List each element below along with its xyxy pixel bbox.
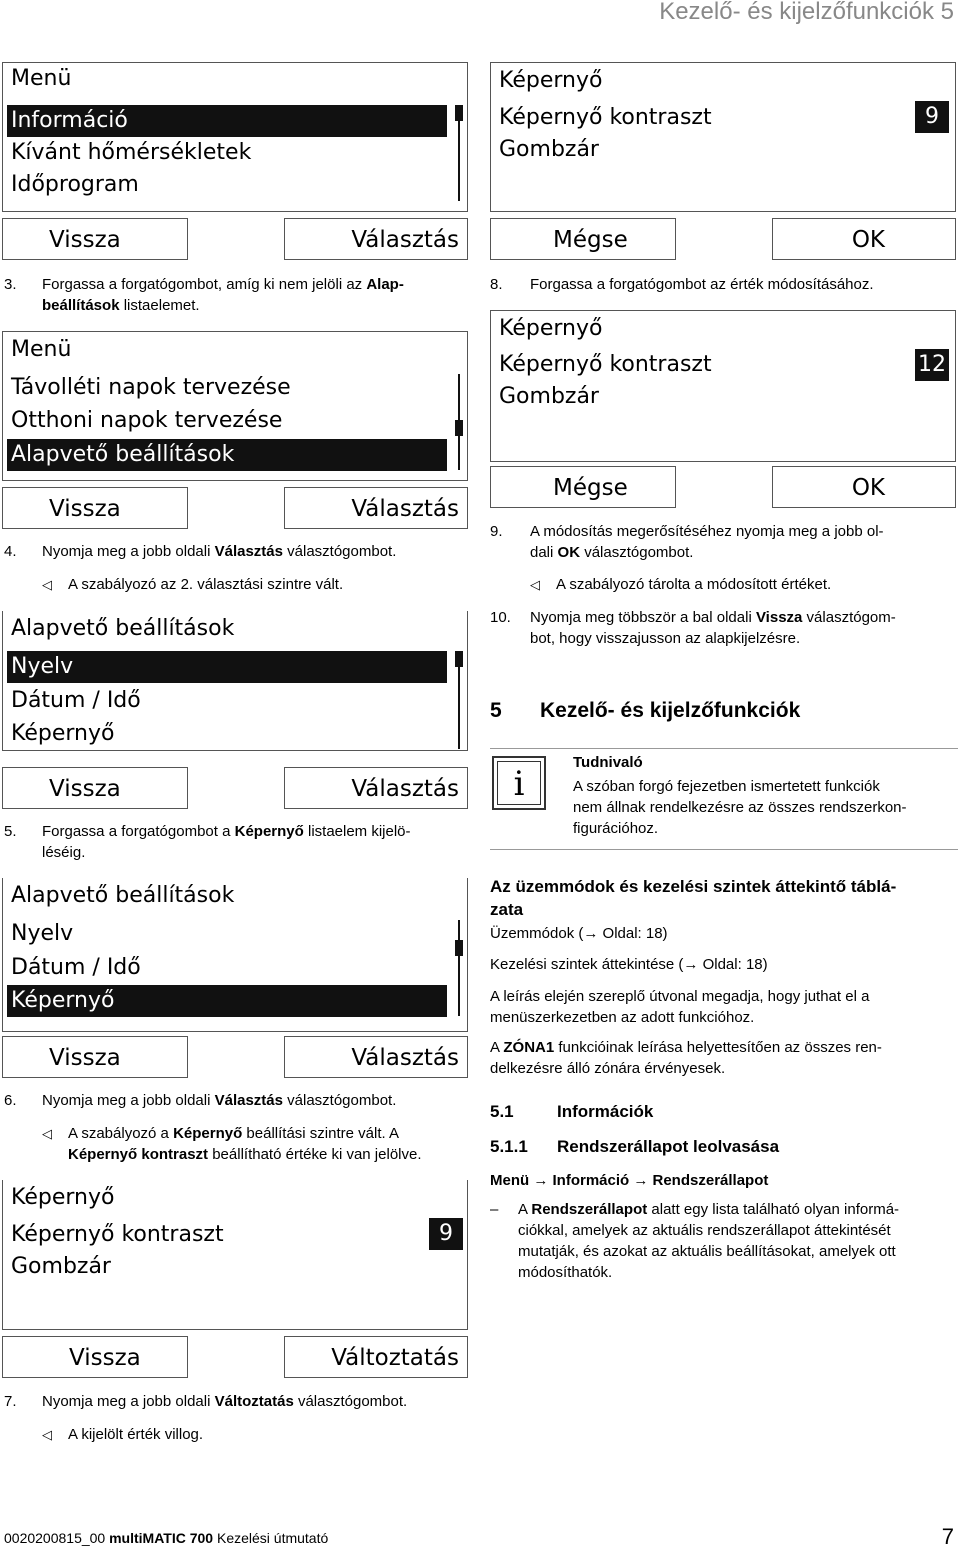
screen-title: Képernyő	[499, 68, 603, 93]
heading-5-1-1-number: 5.1.1	[490, 1137, 528, 1156]
screen-title: Menü	[11, 66, 72, 91]
display-screen-contrast-2	[490, 62, 956, 262]
screen-frame	[2, 331, 468, 481]
display-screen-contrast-1	[2, 1180, 468, 1380]
menu-item-selected: Alapvető beállítások	[7, 439, 447, 471]
page-header	[0, 0, 960, 30]
menu-item: Időprogram	[11, 172, 139, 197]
menu-item: Gombzár	[499, 137, 599, 162]
select-softkey[interactable]: Választás	[284, 767, 468, 809]
reference-link-levels[interactable]: Kezelési szintek áttekintése (→ Oldal: 18)	[490, 956, 768, 973]
heading-5-1-1: Rendszerállapot leolvasása	[557, 1137, 780, 1156]
section-title: Kezelő- és kijelzőfunkciók	[540, 699, 801, 722]
page-number: 7	[941, 1524, 954, 1547]
scrollbar	[458, 920, 460, 1016]
menu-item: Távolléti napok tervezése	[11, 375, 291, 400]
note-divider-bottom	[490, 849, 958, 850]
screen-frame	[2, 62, 468, 212]
paragraph-path: A leírás elején szereplő útvonal megadja, hogy juthat el a menüszerkezetben az adott funkcióhoz.	[490, 988, 870, 1026]
screen-title: Képernyő	[11, 1185, 115, 1210]
info-icon: i	[492, 756, 546, 810]
menu-path: Menü → Információ → Rendszerállapot	[490, 1172, 769, 1189]
ok-softkey[interactable]: OK	[772, 466, 956, 508]
overview-title: Az üzemmódok és kezelési szintek áttekintő táblá- zata	[490, 877, 897, 919]
menu-item: Képernyő kontraszt	[499, 352, 712, 377]
paragraph-zone: A ZÓNA1 funkcióinak leírása helyettesítően az összes ren- delkezésre álló zónára érvényesek.	[490, 1039, 882, 1077]
back-softkey[interactable]: Vissza	[2, 1036, 188, 1078]
result-arrow-icon: ◁	[42, 577, 52, 592]
screen-title: Alapvető beállítások	[11, 616, 235, 641]
back-softkey[interactable]: Vissza	[2, 487, 188, 529]
menu-item: Dátum / Idő	[11, 688, 141, 713]
menu-item: Gombzár	[499, 384, 599, 409]
note-text: A szóban forgó fejezetben ismertetett funkciók nem állnak rendelkezésre az összes rendszerkon- figurációhoz.	[573, 778, 907, 837]
change-softkey[interactable]: Változtatás	[284, 1336, 468, 1378]
contrast-value: 12	[915, 349, 949, 381]
softkey-bar	[2, 218, 468, 260]
screen-frame	[2, 611, 468, 751]
reference-link-modes[interactable]: Üzemmódok (→ Oldal: 18)	[490, 925, 668, 942]
select-softkey[interactable]: Választás	[284, 487, 468, 529]
screen-title: Képernyő	[499, 316, 603, 341]
select-softkey[interactable]: Választás	[284, 1036, 468, 1078]
heading-5-1: Információk	[557, 1102, 654, 1121]
menu-item: Otthoni napok tervezése	[11, 408, 283, 433]
note-divider	[490, 748, 958, 749]
menu-item: Nyelv	[11, 921, 74, 946]
bullet-text: A Rendszerállapot alatt egy lista található olyan informá- ciókkal, amelyek az aktuális rendszerállapot áttekintését mutatják, és azokat az aktuális beállításokat, amelyek ott módosíthatók.	[518, 1201, 900, 1281]
note-title: Tudnivaló	[573, 754, 643, 771]
header-title: Kezelő- és kijelzőfunkciók 5	[659, 0, 954, 25]
back-softkey[interactable]: Vissza	[2, 218, 188, 260]
softkey-bar	[490, 218, 956, 260]
scrollbar-thumb	[455, 940, 463, 956]
screen-title: Menü	[11, 337, 72, 362]
menu-item: Képernyő kontraszt	[11, 1222, 224, 1247]
display-screen-basic-settings-2	[2, 878, 468, 1078]
bullet-dash: –	[490, 1201, 499, 1218]
ok-softkey[interactable]: OK	[772, 218, 956, 260]
softkey-bar	[2, 767, 468, 809]
display-screen-menu-2	[2, 331, 468, 531]
screen-frame	[2, 1180, 468, 1330]
cancel-softkey[interactable]: Mégse	[490, 466, 676, 508]
contrast-value: 9	[429, 1218, 463, 1250]
result-arrow-icon: ◁	[42, 1427, 52, 1442]
display-screen-menu-1	[2, 62, 468, 262]
menu-item: Dátum / Idő	[11, 955, 141, 980]
softkey-bar	[2, 487, 468, 529]
softkey-bar	[2, 1336, 468, 1378]
screen-title: Alapvető beállítások	[11, 883, 235, 908]
menu-item-selected: Képernyő	[7, 985, 447, 1017]
display-screen-contrast-3	[490, 310, 956, 510]
select-softkey[interactable]: Választás	[284, 218, 468, 260]
back-softkey[interactable]: Vissza	[2, 767, 188, 809]
result-arrow-icon: ◁	[530, 577, 540, 592]
display-screen-basic-settings-1	[2, 611, 468, 811]
menu-item-selected: Nyelv	[7, 651, 447, 683]
menu-item: Képernyő	[11, 721, 115, 746]
softkey-bar	[2, 1036, 468, 1078]
scrollbar-thumb	[455, 420, 463, 436]
footer-document: 0020200815_00 multiMATIC 700 Kezelési útmutató	[4, 1530, 329, 1546]
softkey-bar	[490, 466, 956, 508]
scrollbar	[458, 107, 460, 201]
scrollbar	[458, 653, 460, 749]
scrollbar-thumb	[455, 105, 463, 121]
screen-frame	[490, 310, 956, 462]
menu-item: Képernyő kontraszt	[499, 105, 712, 130]
contrast-value: 9	[915, 101, 949, 133]
cancel-softkey[interactable]: Mégse	[490, 218, 676, 260]
heading-5-1-number: 5.1	[490, 1102, 514, 1121]
screen-frame	[2, 878, 468, 1032]
section-number: 5	[490, 699, 502, 722]
menu-item: Gombzár	[11, 1254, 111, 1279]
screen-frame	[490, 62, 956, 212]
back-softkey[interactable]: Vissza	[2, 1336, 188, 1378]
result-arrow-icon: ◁	[42, 1126, 52, 1141]
menu-item: Kívánt hőmérsékletek	[11, 140, 252, 165]
scrollbar-thumb	[455, 651, 463, 667]
menu-item-selected: Információ	[7, 105, 447, 137]
